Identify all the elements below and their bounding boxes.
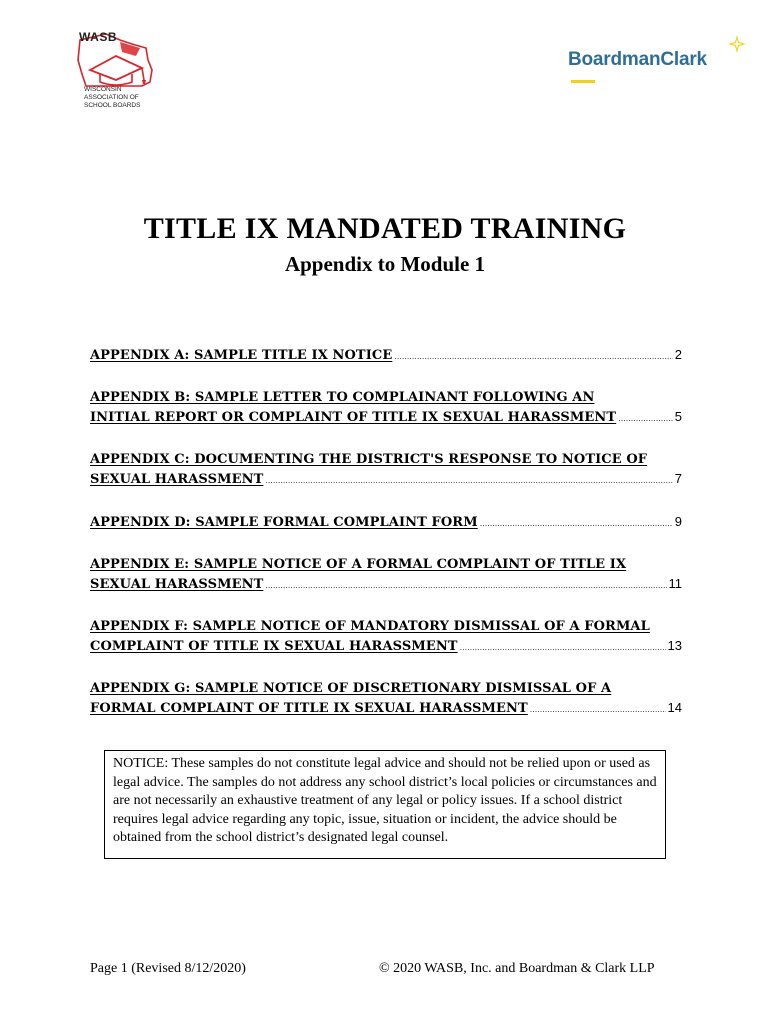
toc-entry-appendix-b[interactable] bbox=[90, 388, 682, 428]
wasb-subtext bbox=[84, 86, 174, 110]
toc-entry-appendix-e[interactable] bbox=[90, 555, 682, 595]
toc-entry-text[interactable]: APPENDIX C: DOCUMENTING THE DISTRICT'S RESPONSE TO NOTICE OF bbox=[90, 452, 648, 467]
toc-entry-appendix-g[interactable] bbox=[90, 679, 682, 719]
toc-entry-text[interactable]: INITIAL REPORT OR COMPLAINT OF TITLE IX SEXUAL HARASSMENT bbox=[90, 410, 617, 425]
toc-leader-dots bbox=[530, 700, 666, 719]
boardman-clark-name: BoardmanClark bbox=[568, 49, 707, 70]
boardman-clark-accent-bar bbox=[571, 80, 595, 83]
toc-page-number: 14 bbox=[667, 700, 682, 715]
wasb-logo bbox=[76, 30, 172, 122]
toc-leader-dots bbox=[618, 409, 673, 428]
toc-entry-text[interactable]: APPENDIX F: SAMPLE NOTICE OF MANDATORY DISMISSAL OF A FORMAL bbox=[90, 619, 650, 634]
sparkle-icon bbox=[728, 35, 746, 53]
toc-entry-text[interactable]: COMPLAINT OF TITLE IX SEXUAL HARASSMENT bbox=[90, 639, 458, 654]
toc-entry-appendix-c[interactable] bbox=[90, 450, 682, 490]
toc-entry-text[interactable]: APPENDIX G: SAMPLE NOTICE OF DISCRETIONARY DISMISSAL OF A bbox=[90, 681, 612, 696]
toc-leader-dots bbox=[480, 514, 673, 533]
toc-page-number: 7 bbox=[674, 471, 682, 486]
document-title: TITLE IX MANDATED TRAINING bbox=[143, 212, 627, 245]
wasb-subtext-line: WISCONSIN bbox=[84, 86, 122, 93]
toc-entry-text[interactable]: SEXUAL HARASSMENT bbox=[90, 577, 264, 592]
toc-entry-text[interactable]: APPENDIX B: SAMPLE LETTER TO COMPLAINANT FOLLOWING AN bbox=[90, 390, 595, 405]
toc-entry-appendix-f[interactable] bbox=[90, 617, 682, 657]
document-subtitle: Appendix to Module 1 bbox=[284, 252, 486, 276]
toc-page-number: 11 bbox=[668, 576, 682, 591]
toc-entry-text[interactable]: APPENDIX E: SAMPLE NOTICE OF A FORMAL COMPLAINT OF TITLE IX bbox=[90, 557, 627, 572]
wasb-subtext-line: ASSOCIATION OF bbox=[84, 94, 139, 101]
toc-page-number: 13 bbox=[667, 638, 682, 653]
footer-page-info: Page 1 (Revised 8/12/2020) bbox=[90, 961, 246, 976]
toc-entry-appendix-d[interactable] bbox=[90, 512, 682, 533]
toc-entry-text[interactable]: FORMAL COMPLAINT OF TITLE IX SEXUAL HARASSMENT bbox=[90, 701, 528, 716]
footer-copyright: © 2020 WASB, Inc. and Boardman & Clark LLP bbox=[379, 961, 655, 976]
toc-entry-text[interactable]: SEXUAL HARASSMENT bbox=[90, 472, 264, 487]
toc-leader-dots bbox=[265, 471, 672, 490]
legal-notice-box: NOTICE: These samples do not constitute legal advice and should not be relied upon or used as legal advice. The samples do not address any school district’s local policies or circumstances and are not necessarily an exhaustive treatment of any legal or policy issues. If a school district requires legal advice regarding any topic, issue, situation or incident, the advice should be obtained from the school district’s designated legal counsel. bbox=[104, 750, 666, 859]
toc-page-number: 2 bbox=[674, 347, 682, 362]
table-of-contents bbox=[90, 345, 682, 741]
toc-entry-text[interactable]: APPENDIX D: SAMPLE FORMAL COMPLAINT FORM bbox=[90, 515, 478, 530]
toc-page-number: 5 bbox=[674, 409, 682, 424]
toc-leader-dots bbox=[460, 638, 666, 657]
toc-leader-dots bbox=[394, 347, 672, 366]
toc-entry-text[interactable]: APPENDIX A: SAMPLE TITLE IX NOTICE bbox=[90, 348, 393, 363]
toc-leader-dots bbox=[265, 576, 666, 595]
wasb-subtext-line: SCHOOL BOARDS bbox=[84, 102, 141, 109]
toc-page-number: 9 bbox=[674, 514, 682, 529]
boardman-clark-logo bbox=[568, 35, 748, 87]
wasb-label: WASB bbox=[79, 30, 117, 44]
toc-entry-appendix-a[interactable] bbox=[90, 345, 682, 366]
